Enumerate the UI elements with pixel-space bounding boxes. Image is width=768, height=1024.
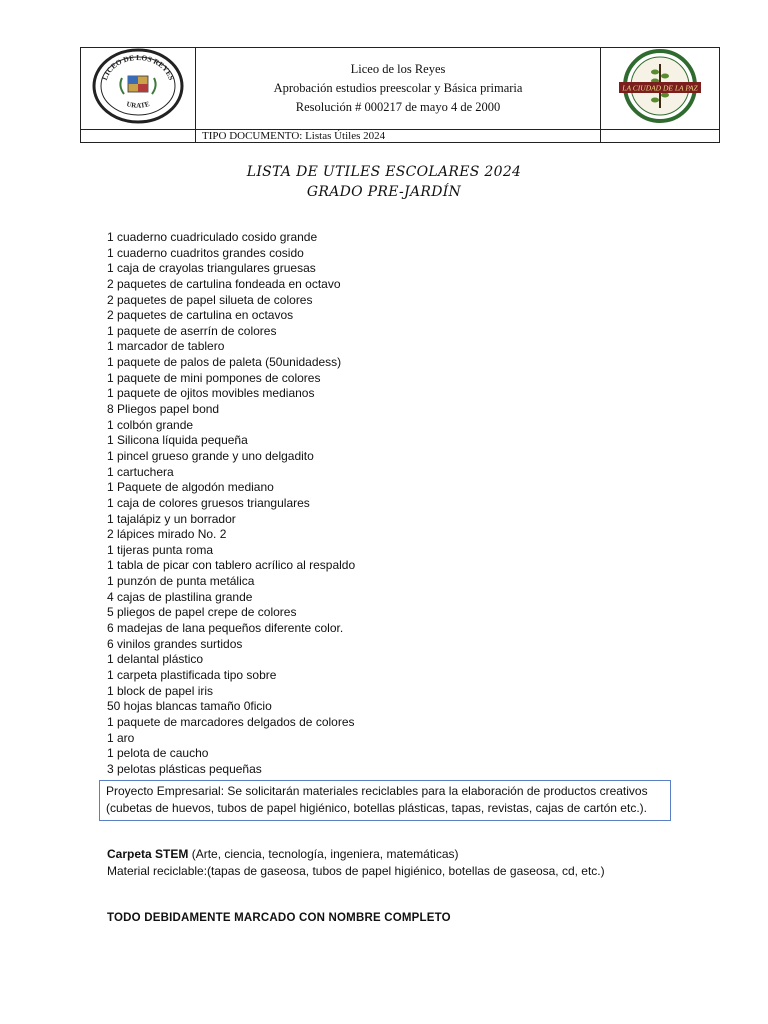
final-note: TODO DEBIDAMENTE MARCADO CON NOMBRE COMPLETO: [107, 912, 451, 924]
list-item: 8 Pliegos papel bond: [107, 402, 220, 417]
list-item: 1 marcador de tablero: [107, 339, 225, 354]
list-item: 2 lápices mirado No. 2: [107, 527, 227, 542]
list-title: LISTA DE UTILES ESCOLARES 2024: [246, 164, 522, 180]
list-item: 1 delantal plástico: [107, 652, 204, 667]
list-item: 6 vinilos grandes surtidos: [107, 636, 243, 651]
list-item: 6 madejas de lana pequeños diferente color.: [107, 621, 344, 636]
stem-detail: (Arte, ciencia, tecnología, ingeniera, matemáticas): [188, 847, 459, 861]
list-item: 2 paquetes de cartulina fondeada en octavo: [107, 276, 341, 291]
recycle-material-text: Material reciclable:(tapas de gaseosa, tubos de papel higiénico, botellas de gaseosa, cd, etc.): [107, 864, 605, 878]
list-item: 1 tabla de picar con tablero acrílico al respaldo: [107, 558, 356, 573]
school-logo-cell: [81, 48, 196, 130]
city-logo-cell: [601, 48, 720, 130]
list-item: 3 pelotas plásticas pequeñas: [107, 761, 262, 776]
list-item: 1 paquete de ojitos movibles medianos: [107, 386, 315, 401]
school-seal-icon: [92, 48, 184, 124]
supply-list: [107, 230, 355, 777]
list-item: 1 tajalápiz y un borrador: [107, 511, 236, 526]
document-header: [80, 47, 720, 143]
list-item: 1 Silicona líquida pequeña: [107, 433, 248, 448]
list-item: 1 cuaderno cuadriculado cosido grande: [107, 230, 318, 244]
list-item: 2 paquetes de cartulina en octavos: [107, 308, 294, 323]
school-info-cell: [196, 48, 601, 130]
list-item: 1 Paquete de algodón mediano: [107, 480, 274, 495]
list-item: 1 caja de colores gruesos triangulares: [107, 495, 310, 510]
doctype-blank-right: [601, 130, 720, 143]
list-item: 1 pelota de caucho: [107, 746, 209, 761]
list-item: 1 paquete de marcadores delgados de colores: [107, 714, 355, 729]
list-item: 1 tijeras punta roma: [107, 542, 214, 557]
list-item: 1 punzón de punta metálica: [107, 574, 255, 589]
stem-label: Carpeta STEM: [107, 847, 189, 861]
project-note-box: Proyecto Empresarial: Se solicitarán materiales reciclables para la elaboración de productos creativos (cubetas de huevos, tubos de papel higiénico, botellas plásticas, tapas, revistas, cajas de cartón etc.).: [99, 780, 671, 821]
doctype-blank-left: [81, 130, 196, 143]
list-item: 1 colbón grande: [107, 417, 194, 432]
grade-title: GRADO PRE-JARDÍN: [306, 184, 462, 200]
school-name: Liceo de los Reyes: [350, 62, 446, 76]
list-item: 1 paquete de aserrín de colores: [107, 323, 277, 338]
document-type: TIPO DOCUMENTO: Listas Útiles 2024: [196, 130, 601, 143]
list-item: 1 cuaderno cuadritos grandes cosido: [107, 245, 304, 260]
list-item: 1 carpeta plastificada tipo sobre: [107, 667, 277, 682]
svg-text:LICEO DE LOS REYES: LICEO DE LOS REYES: [99, 52, 177, 82]
list-item: 1 cartuchera: [107, 464, 174, 479]
svg-text:URATE: URATE: [125, 100, 151, 110]
approval-text: Aprobación estudios preescolar y Básica primaria: [273, 81, 523, 95]
list-item: 1 block de papel iris: [107, 683, 214, 698]
list-item: 1 paquete de palos de paleta (50unidadess): [107, 355, 342, 370]
city-seal-icon: [611, 48, 709, 124]
list-item: 50 hojas blancas tamaño 0ficio: [107, 699, 272, 714]
list-item: 1 caja de crayolas triangulares gruesas: [107, 261, 316, 276]
svg-text:LA CIUDAD DE LA PAZ: LA CIUDAD DE LA PAZ: [622, 83, 698, 93]
list-item: 2 paquetes de papel silueta de colores: [107, 292, 313, 307]
list-item: 5 pliegos de papel crepe de colores: [107, 605, 297, 620]
list-item: 1 pincel grueso grande y uno delgadito: [107, 448, 314, 463]
list-item: 1 aro: [107, 730, 135, 745]
stem-section: [107, 846, 667, 880]
resolution-text: Resolución # 000217 de mayo 4 de 2000: [295, 100, 501, 114]
list-item: 4 cajas de plastilina grande: [107, 589, 253, 604]
list-item: 1 paquete de mini pompones de colores: [107, 370, 321, 385]
